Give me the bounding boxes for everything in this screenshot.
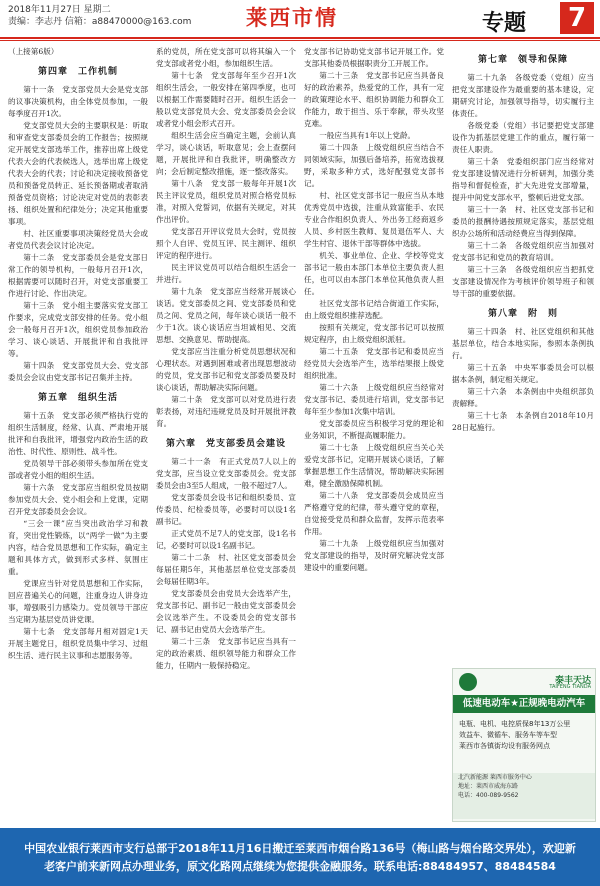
editor-contact: 责编：李志丹 信箱：a88470000@163.com [8, 17, 192, 27]
chapter-heading: 第四章 工作机制 [37, 67, 118, 77]
article-paragraph: 第二十六条 上级党组织应当经常对党支部书记、委员进行培训，党支部书记每年至少参加1次集中培训。 [304, 383, 444, 416]
article-paragraph: 第三十三条 各级党组织应当把抓党支部建设情况作为考核评价领导班子和领导干部的重要依据。 [452, 265, 594, 298]
article-paragraph: 第三十四条 村、社区党组织和其他基层单位，结合本地实际，参照本条例执行。 [452, 327, 594, 360]
article-column-2 [156, 46, 296, 816]
ad-headline: 低速电动车★正规晚电动汽车 [453, 695, 595, 713]
masthead-title: 莱西市情 [246, 5, 338, 30]
footer-line-1: 中国农业银行莱西市支行总部于2018年11月16日搬迁至莱西市烟台路136号（梅山路与烟台路交界处），欢迎新 [24, 842, 576, 855]
article-paragraph: 党支部党员大会的主要职权是：听取和审查党支部委员会的工作报告；按照规定开展党支部选举工作，推荐出席上级党代表大会的代表候选人，选举出席上级党代表大会的代表；讨论和决定接收预备党员和预备党员转正、延长预备期或者取消预备党员资格；讨论决定对党员的表彰表扬、组织处置和纪律处分；决定其他重要事项。 [8, 121, 148, 226]
header-rule [0, 37, 600, 39]
article-column-1 [8, 46, 148, 816]
footer-banner [0, 828, 600, 886]
article-paragraph: 民主评议党员可以结合组织生活会一并进行。 [156, 263, 296, 284]
ad-brand-en: TAIFENG TIANDA [549, 684, 591, 690]
chapter-heading: 第六章 党支部委员会建设 [165, 439, 286, 449]
ad-bullet: 效益车、微循车、服务车等车型 [459, 731, 557, 739]
header-rule-thin [0, 40, 600, 41]
ad-contact-line: 电话：400-089-9562 [458, 792, 519, 799]
article-paragraph: 第十二条 党支部委员会是党支部日常工作的领导机构，一般每月召开1次，根据需要可以随时召开，对党支部重要工作进行讨论、作出决定。 [8, 253, 148, 298]
article-paragraph: 第三十七条 本条例自2018年10月28日起施行。 [452, 411, 594, 432]
page-header [0, 0, 600, 38]
chapter-heading: 第七章 领导和保障 [477, 55, 568, 65]
article-paragraph: “三会一课”应当突出政治学习和教育，突出党性锻炼，以“两学一做”为主要内容，结合党员思想和工作实际，确定主题和具体方式，做到形式多样、氛围庄重。 [8, 519, 148, 576]
ad-bullet-list [459, 719, 589, 752]
article-paragraph: 第十六条 党支部应当组织党员按期参加党员大会、党小组会和上党课，定期召开党支部委员会会议。 [8, 483, 148, 516]
article-paragraph: 各级党委（党组）书记要把党支部建设作为抓基层党建工作的重点，履行第一责任人职责。 [452, 121, 594, 154]
article-paragraph: 第三十一条 村、社区党支部书记和委员的报酬待遇按照规定落实，基层党组织办公场所和活动经费应当得到保障。 [452, 205, 594, 238]
article-paragraph: 第三十二条 各级党组织应当加强对党支部书记和党员的教育培训。 [452, 241, 594, 262]
article-paragraph: 村、社区党支部书记一般应当从本地优秀党员中选拔，注重从致富能手、农民专业合作组织负责人、外出务工经商返乡人员、乡村医生教师、复员退伍军人、大学生村官、退休干部等群体中选拔。 [304, 191, 444, 248]
article-column-3 [304, 46, 444, 816]
article-paragraph: 一般应当具有1年以上党龄。 [319, 131, 416, 140]
article-paragraph: 第十一条 党支部党员大会是党支部的议事决策机构，由全体党员参加，一般每季度召开1次。 [8, 85, 148, 118]
ad-contacts [453, 773, 595, 819]
article-paragraph: 村、社区重要事项决策经党员大会或者党员代表会议讨论决定。 [8, 229, 148, 250]
ad-contact-line: 地址：莱西市威海东路 [458, 783, 519, 790]
article-paragraph: 第二十五条 党支部书记和委员应当经党员大会选举产生，选举结果报上级党组织批准。 [304, 347, 444, 380]
chapter-heading: 第五章 组织生活 [37, 393, 118, 403]
ad-contact-line: 北汽新能源 莱西市服务中心 [458, 774, 532, 781]
advertisement [452, 668, 596, 822]
brand-logo-icon [459, 673, 477, 691]
article-paragraph: 第二十三条 党支部书记应当具备良好的政治素养，热爱党的工作，具有一定的政策理论水平、组织协调能力和群众工作能力，敢于担当、乐于奉献，带头攻坚克难。 [304, 71, 444, 128]
article-paragraph: 第二十八条 党支部委员会成员应当严格遵守党的纪律，带头遵守党的章程，自觉接受党员和群众监督，发挥示范表率作用。 [304, 491, 444, 536]
article-paragraph: 党课应当针对党员思想和工作实际，回应普遍关心的问题，注重身边人讲身边事，增强吸引力感染力。党员领导干部应当定期为基层党员讲党课。 [8, 579, 148, 624]
page-number: 7 [560, 2, 594, 34]
article-paragraph: 第十三条 党小组主要落实党支部工作要求，完成党支部安排的任务。党小组会一般每月召开1次，组织党员参加政治学习、谈心谈话、开展批评和自我批评等。 [8, 301, 148, 358]
article-paragraph: 第三十条 党委组织部门应当经常对党支部建设情况进行分析研判，加强分类指导和督促检查，扩大先进党支部增量，提升中间党支部水平，整顿后进党支部。 [452, 157, 594, 202]
article-paragraph: 第二十三条 党支部书记应当具有一定的政治素质、组织领导能力和群众工作能力，任期内一般保持稳定。 [156, 637, 296, 670]
article-paragraph: 第二十条 党支部可以对党员进行表彰表扬，对违纪违规党员及时开展批评教育。 [156, 395, 296, 428]
article-paragraph: 党支部应当注重分析党员思想状况和心理状态。对遇到困难或者出现思想波动的党员，党支部书记和党支部委员要及时谈心谈话，帮助解决实际问题。 [156, 347, 296, 392]
article-paragraph: 机关、事业单位、企业、学校等党支部书记一般由本部门本单位主要负责人担任，也可以由本部门本单位其他负责人担任。 [304, 251, 444, 296]
article-paragraph: 第三十六条 本条例由中央组织部负责解释。 [452, 387, 594, 408]
article-paragraph: 第二十七条 上级党组织应当关心关爱党支部书记，定期开展谈心谈话，了解掌握思想工作生活情况，帮助解决实际困难，健全激励保障机制。 [304, 443, 444, 488]
chapter-heading: 第八章 附 则 [487, 309, 558, 319]
article-paragraph: 党员领导干部必须带头参加所在党支部或者党小组的组织生活。 [8, 459, 148, 480]
article-paragraph: 党支部委员会由党员大会选举产生，党支部书记、副书记一般由党支部委员会会议选举产生。不设委员会的党支部书记、副书记由党员大会选举产生。 [156, 589, 296, 634]
article-paragraph: 第十四条 党支部党员大会、党支部委员会会议由党支部书记召集并主持。 [8, 361, 148, 382]
ad-brand: 泰丰天达 [554, 676, 591, 686]
article-paragraph: 第二十九条 上级党组织应当加强对党支部建设的指导，及时研究解决党支部建设中的重要问题。 [304, 539, 444, 572]
article-paragraph: 第十七条 党支部每年至少召开1次组织生活会，一般安排在第四季度，也可以根据工作需要随时召开。组织生活会一般以党支部党员大会、党支部委员会会议或者党小组会形式召开。 [156, 71, 296, 128]
article-paragraph: 第十九条 党支部应当经常开展谈心谈话。党支部委员之间、党支部委员和党员之间、党员之间，每年谈心谈话一般不少于1次。谈心谈话应当坦诚相见、交流思想、交换意见、帮助提高。 [156, 287, 296, 344]
article-paragraph: 党支部委员应当积极学习党的理论和业务知识，不断提高履职能力。 [304, 419, 444, 440]
continuation-note: （上接第6版） [8, 47, 59, 56]
article-paragraph: 党支部书记协助党支部书记开展工作。党支部其他委员根据职责分工开展工作。 [304, 47, 444, 68]
article-paragraph: 第十五条 党支部必须严格执行党的组织生活制度，经常、认真、严肃地开展批评和自我批评，增强党内政治生活的政治性、时代性、原则性、战斗性。 [8, 411, 148, 456]
footer-line-2: 老客户前来新网点办理业务，原文化路网点继续为您提供金融服务。联系电话:88484957、88484584 [44, 860, 556, 873]
article-paragraph: 第二十二条 村、社区党支部委员会每届任期5年，其他基层单位党支部委员会每届任期3年。 [156, 553, 296, 586]
article-paragraph: 社区党支部书记结合街道工作实际，由上级党组织推荐选配。 [304, 299, 444, 320]
article-paragraph: 第二十一条 有正式党员7人以上的党支部，应当设立党支部委员会。党支部委员会由3至5人组成，一般不超过7人。 [156, 457, 296, 490]
article-paragraph: 第二十九条 各级党委（党组）应当把党支部建设作为最重要的基本建设，定期研究讨论，加强领导指导，切实履行主体责任。 [452, 73, 594, 118]
header-info [8, 4, 191, 28]
article-paragraph: 第十七条 党支部每月相对固定1天开展主题党日，组织党员集中学习、过组织生活、进行民主议事和志愿服务等。 [8, 627, 148, 660]
article-paragraph: 党支部委员会设书记和组织委员、宣传委员、纪检委员等，必要时可以设1名副书记。 [156, 493, 296, 526]
article-paragraph: 第二十四条 上级党组织应当结合不同领域实际，加强后备培养，拓宽选拔视野，采取多种方式，选好配强党支部书记。 [304, 143, 444, 188]
article-paragraph: 按照有关规定，党支部书记可以按照规定程序，由上级党组织派驻。 [304, 323, 444, 344]
article-paragraph: 组织生活会应当确定主题，会前认真学习，谈心谈话，听取意见；会上查摆问题，开展批评和自我批评，明确整改方向；会后制定整改措施，逐一整改落实。 [156, 131, 296, 176]
article-paragraph: 正式党员不足7人的党支部，设1名书记，必要时可以设1名副书记。 [156, 529, 296, 550]
article-column-4 [452, 46, 594, 662]
ad-bullet: 莱西市各镇街均设有服务网点 [459, 742, 550, 750]
article-paragraph: 党支部召开评议党员大会时，党员按照个人自评、党员互评、民主测评、组织评定的程序进行。 [156, 227, 296, 260]
section-label: 专题 [482, 11, 527, 36]
article-paragraph: 第三十五条 中央军事委员会可以根据本条例，制定相关规定。 [452, 363, 594, 384]
article-paragraph: 系的党员，所在党支部可以将其编入一个党支部或者党小组，参加组织生活。 [156, 47, 296, 68]
issue-date: 2018年11月27日 星期二 [8, 5, 111, 15]
article-paragraph: 第十八条 党支部一般每年开展1次民主评议党员，组织党员对照合格党员标准，对照入党誓词，依据有关规定，对其作出评价。 [156, 179, 296, 224]
ad-bullet: 电瓶、电机、电控质保8年13万公里 [459, 720, 571, 728]
